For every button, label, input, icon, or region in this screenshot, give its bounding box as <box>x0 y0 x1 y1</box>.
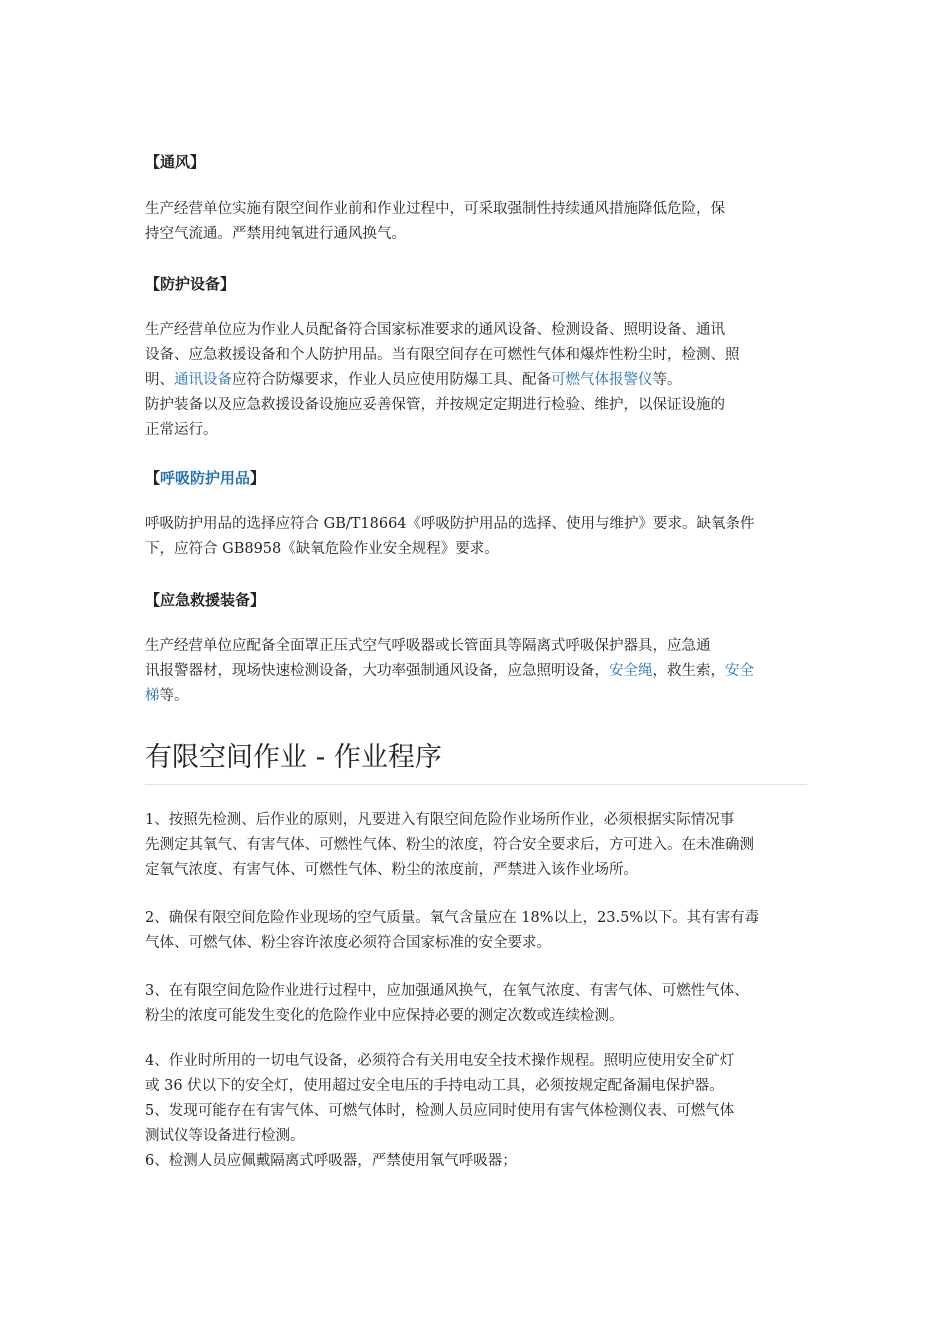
text-line: 先测定其氧气、有害气体、可燃性气体、粉尘的浓度，符合安全要求后，方可进入。在未准确测 <box>145 837 754 853</box>
text-line: 生产经营单位应配备全面罩正压式空气呼吸器或长管面具等隔离式呼吸保护器具，应急通 <box>145 638 711 654</box>
link-safety-ladder[interactable]: 安全 <box>725 663 754 679</box>
heading-bracket: 】 <box>250 469 266 487</box>
heading-protective-equipment: 【防护设备】 <box>145 275 236 293</box>
heading-bracket: 【 <box>145 469 161 487</box>
text-line: 3、在有限空间危险作业进行过程中，应加强通风换气，在氧气浓度、有害气体、可燃性气体、 <box>145 983 749 999</box>
text-line: 下，应符合 GB8958《缺氧危险作业安全规程》要求。 <box>145 541 499 557</box>
paragraph-protective-equipment <box>145 318 807 443</box>
link-communication-equipment[interactable]: 通讯设备 <box>174 372 232 388</box>
paragraph-ventilation <box>145 197 807 247</box>
text-line: 呼吸防护用品的选择应符合 GB/T18664《呼吸防护用品的选择、使用与维护》要求。缺氧条件 <box>145 516 755 532</box>
procedure-item-1 <box>145 808 807 883</box>
text-fragment: 等。 <box>159 688 189 704</box>
link-safety-rope[interactable]: 安全绳 <box>609 663 653 679</box>
text-line: 测试仪等设备进行检测。 <box>145 1128 305 1144</box>
text-line: 防护装备以及应急救援设备设施应妥善保管，并按规定定期进行检验、维护，以保证设施的 <box>145 397 725 413</box>
paragraph-emergency <box>145 634 807 709</box>
text-line: 生产经营单位实施有限空间作业前和作业过程中，可采取强制性持续通风措施降低危险，保 <box>145 201 725 217</box>
text-line: 1、按照先检测、后作业的原则，凡要进入有限空间危险作业场所作业，必须根据实际情况事 <box>145 812 735 828</box>
procedure-item-2 <box>145 906 807 956</box>
text-line <box>145 368 807 393</box>
text-line <box>145 684 807 709</box>
procedure-title: 有限空间作业 - 作业程序 <box>145 742 442 773</box>
text-line: 4、作业时所用的一切电气设备，必须符合有关用电安全技术操作规程。照明应使用安全矿灯 <box>145 1053 735 1069</box>
text-line: 正常运行。 <box>145 422 218 438</box>
link-gas-alarm[interactable]: 可燃气体报警仪 <box>551 372 653 388</box>
text-fragment: 明、 <box>145 372 174 388</box>
text-fragment: ，救生索， <box>652 663 725 679</box>
text-line: 持空气流通。严禁用纯氧进行通风换气。 <box>145 226 406 242</box>
text-line: 定氧气浓度、有害气体、可燃性气体、粉尘的浓度前，严禁进入该作业场所。 <box>145 862 638 878</box>
procedure-items-4-6 <box>145 1049 807 1174</box>
title-divider <box>145 784 807 785</box>
text-line: 设备、应急救援设备和个人防护用品。当有限空间存在可燃性气体和爆炸性粉尘时，检测、照 <box>145 347 740 363</box>
text-line: 气体、可燃气体、粉尘容许浓度必须符合国家标准的安全要求。 <box>145 935 551 951</box>
text-line: 6、检测人员应佩戴隔离式呼吸器，严禁使用氧气呼吸器； <box>145 1153 517 1169</box>
text-line <box>145 659 807 684</box>
text-line: 2、确保有限空间危险作业现场的空气质量。氧气含量应在 18%以上，23.5%以下。其有害有毒 <box>145 910 760 926</box>
procedure-item-3 <box>145 979 807 1029</box>
heading-emergency: 【应急救援装备】 <box>145 591 266 609</box>
heading-ventilation: 【通风】 <box>145 153 206 171</box>
paragraph-respiratory <box>145 512 807 562</box>
text-line: 粉尘的浓度可能发生变化的危险作业中应保持必要的测定次数或连续检测。 <box>145 1008 624 1024</box>
text-fragment: 等。 <box>652 372 682 388</box>
text-line: 5、发现可能存在有害气体、可燃气体时，检测人员应同时使用有害气体检测仪表、可燃气体 <box>145 1103 735 1119</box>
text-fragment: 讯报警器材，现场快速检测设备，大功率强制通风设备，应急照明设备， <box>145 663 609 679</box>
link-safety-ladder[interactable]: 梯 <box>145 688 160 704</box>
heading-respiratory <box>145 468 265 488</box>
link-respiratory-products[interactable]: 呼吸防护用品 <box>160 469 251 487</box>
text-fragment: 应符合防爆要求，作业人员应使用防爆工具、配备 <box>232 372 551 388</box>
text-line: 生产经营单位应为作业人员配备符合国家标准要求的通风设备、检测设备、照明设备、通讯 <box>145 322 725 338</box>
text-line: 或 36 伏以下的安全灯，使用超过安全电压的手持电动工具，必须按规定配备漏电保护器。 <box>145 1078 724 1094</box>
